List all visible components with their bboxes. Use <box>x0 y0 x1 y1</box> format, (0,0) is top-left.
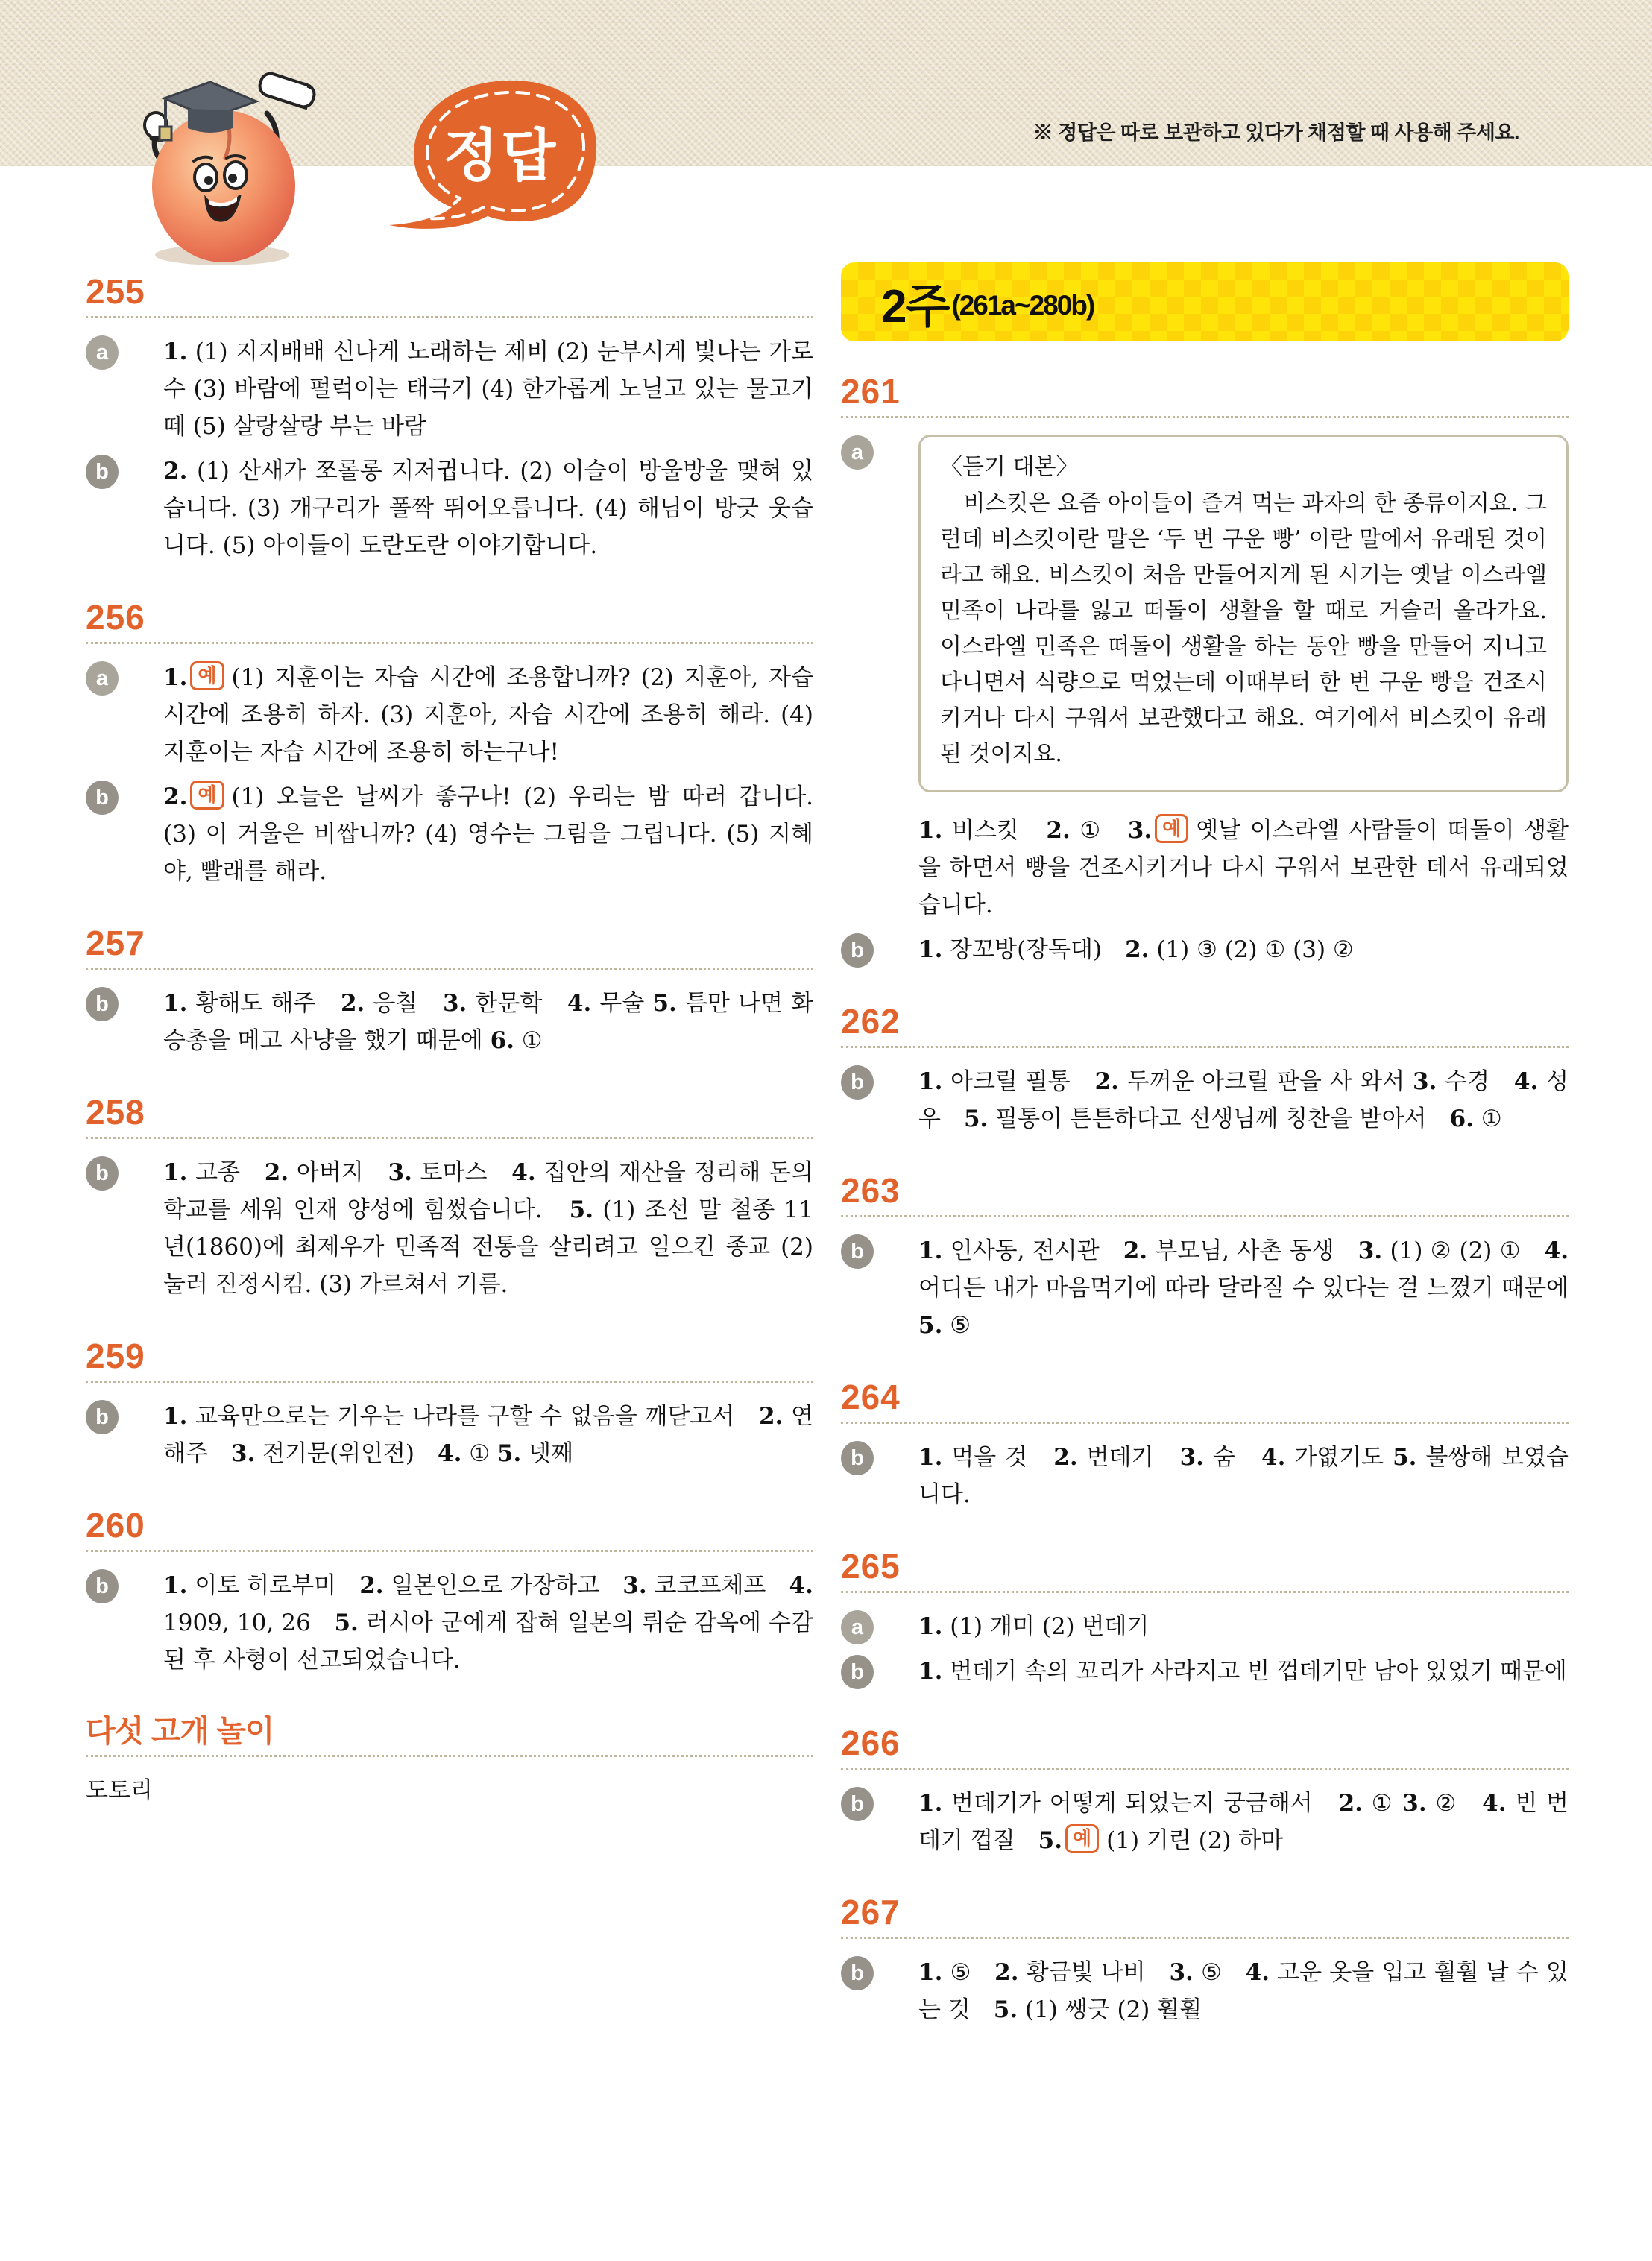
answer-item-content <box>163 1398 813 1472</box>
answer-text: (1) 조선 말 철종 11년(1860)에 최제우가 민족적 전통을 살리려고 일으킨 종교 (2) 눌러 진정시킴. (3) 가르쳐서 기름. <box>163 1196 813 1298</box>
page-title: 정답 <box>443 124 559 188</box>
answer-text: (1) 오늘은 날씨가 좋구나! (2) 우리는 밤 따러 갑니다. (3) 이 거울은 비쌉니까? (4) 영수는 그림을 그립니다. (5) 지혜야, 빨래를 해라. <box>163 783 813 885</box>
dotted-rule <box>841 1768 1569 1770</box>
question-number: 3. <box>622 1572 647 1599</box>
answer-text: 아크릴 필통 <box>942 1068 1095 1095</box>
answer-item-content <box>918 931 1569 968</box>
answer-section-262 <box>841 1004 1569 1138</box>
badge-column <box>86 1567 163 1679</box>
answer-item <box>86 1567 813 1679</box>
answer-text: 부모님, 사촌 동생 <box>1147 1237 1358 1264</box>
question-number: 5. <box>963 1106 989 1132</box>
answer-item <box>86 659 813 771</box>
item-badge-b: b <box>841 1956 874 1990</box>
answer-item-content <box>163 985 813 1059</box>
answer-text: (1) ② (2) ① <box>1382 1237 1545 1264</box>
section-number: 260 <box>86 1506 145 1545</box>
question-number: 3. <box>1402 1790 1427 1817</box>
section-number: 255 <box>86 272 145 311</box>
dotted-rule <box>841 1046 1569 1048</box>
question-number: 4. <box>567 990 592 1017</box>
answer-text: 틈만 나면 화승총을 메고 사냥을 했기 때문에 <box>163 990 814 1054</box>
question-number: 5. <box>993 1996 1018 2023</box>
answer-text: 빈 번데기 껍질 <box>918 1790 1569 1854</box>
question-number: 4. <box>1544 1237 1569 1264</box>
answer-text: 두꺼운 아크릴 판을 사 와서 <box>1118 1068 1413 1095</box>
badge-column <box>841 1063 918 1138</box>
section-number: 258 <box>86 1093 145 1132</box>
answer-item-content <box>918 433 1569 924</box>
section-number: 257 <box>86 924 145 962</box>
answer-text: 교육만으로는 기우는 나라를 구할 수 없음을 깨닫고서 <box>187 1403 759 1430</box>
answer-line <box>918 812 1569 924</box>
right-column <box>841 262 1592 2064</box>
question-number: 2. <box>163 458 188 485</box>
question-number: 6. <box>1449 1106 1474 1132</box>
answer-text: 이토 히로부미 <box>187 1572 360 1599</box>
question-number: 3. <box>230 1440 256 1467</box>
answer-text: ⑤ <box>942 1959 995 1986</box>
right-sections <box>841 372 1592 2028</box>
badge-column <box>841 1232 918 1344</box>
question-number: 4. <box>1513 1068 1539 1095</box>
dotted-rule <box>86 1550 813 1552</box>
answer-text: (1) 지지배배 신나게 노래하는 제비 (2) 눈부시게 빛나는 가로수 (3) 바람에 펄럭이는 태극기 (4) 한가롭게 노닐고 있는 물고기 떼 (5) 살랑살랑 부는 바람 <box>163 338 813 440</box>
answer-text: 필통이 튼튼하다고 선생님께 칭찬을 받아서 <box>988 1106 1450 1132</box>
answer-line <box>918 1653 1569 1690</box>
answer-text: 성우 <box>918 1068 1569 1132</box>
question-number: 1. <box>163 338 188 365</box>
answer-item <box>841 1439 1569 1513</box>
badge-column <box>841 433 918 924</box>
answer-line <box>163 659 813 771</box>
answer-text: 토마스 <box>412 1159 512 1186</box>
answer-section-256 <box>86 600 813 890</box>
dotted-rule <box>86 642 813 644</box>
question-number: 5. <box>1038 1827 1063 1854</box>
peach-mascot-illustration <box>119 60 328 272</box>
answer-text: 황해도 해주 <box>187 990 341 1017</box>
answer-item-content <box>86 1772 813 1809</box>
week-page-range: (261a~280b) <box>951 290 1094 321</box>
answer-text: ② <box>1426 1790 1483 1817</box>
answer-text: 넷째 <box>521 1440 573 1467</box>
example-marker: 예 <box>190 661 224 690</box>
badge-column <box>86 985 163 1059</box>
answer-line <box>918 1063 1569 1138</box>
section-number: 265 <box>841 1547 901 1586</box>
answer-item-content <box>918 1785 1569 1859</box>
question-number: 2. <box>1053 1444 1078 1471</box>
answer-line <box>918 1232 1592 1344</box>
question-number: 2. <box>1125 936 1150 963</box>
item-badge-b: b <box>841 1655 874 1689</box>
answer-item-content <box>163 452 813 564</box>
answer-section-259 <box>86 1339 813 1472</box>
answer-text: 장꼬방(장독대) <box>942 936 1126 963</box>
question-number: 1. <box>918 1237 943 1264</box>
item-badge-a: a <box>841 1610 874 1644</box>
answer-text: (1) 지훈이는 자습 시간에 조용합니까? (2) 지훈아, 자습 시간에 조용히 하자. (3) 지훈아, 자습 시간에 조용히 해라. (4) 지훈이는 자습 시간에 조용히 하는구나! <box>163 664 813 766</box>
answer-item-content <box>918 1232 1592 1344</box>
listening-script-title: 〈듣기 대본〉 <box>940 454 1079 480</box>
answer-text: (1) 쌩긋 (2) 훨훨 <box>1018 1996 1202 2023</box>
answer-item-content <box>163 1154 813 1303</box>
section-number: 262 <box>841 1002 901 1041</box>
answer-text: 어디든 내가 마음먹기에 따라 달라질 수 있다는 걸 느꼈기 때문에 <box>918 1275 1592 1302</box>
answer-item <box>86 333 813 445</box>
question-number: 3. <box>1179 1444 1204 1471</box>
diploma-scroll-icon <box>257 71 317 109</box>
answer-text: 도토리 <box>86 1777 153 1804</box>
example-marker: 예 <box>1065 1824 1099 1853</box>
answer-item <box>86 452 813 564</box>
section-number: 267 <box>841 1893 901 1932</box>
answer-text: 한문학 <box>467 990 567 1017</box>
item-badge-b: b <box>86 1400 119 1434</box>
dotted-rule <box>841 1215 1569 1217</box>
answer-item <box>841 1232 1592 1344</box>
listening-script-box <box>918 435 1569 792</box>
answer-text: 가엾기도 <box>1285 1444 1393 1471</box>
answer-item <box>86 778 813 890</box>
answer-text: 번데기 <box>1077 1444 1180 1471</box>
question-number: 1. <box>918 1959 943 1986</box>
badge-column <box>86 333 163 445</box>
answer-text: ① <box>1362 1790 1403 1817</box>
answer-text: 인사동, 전시관 <box>942 1237 1123 1264</box>
answer-text: (1) ③ (2) ① (3) ② <box>1149 936 1354 963</box>
answer-line <box>163 1398 813 1472</box>
question-number: 3. <box>1127 817 1153 844</box>
answer-item-content <box>918 1439 1569 1513</box>
answer-line <box>163 1154 813 1303</box>
answer-line <box>163 452 813 564</box>
answer-text: ① <box>1070 817 1128 844</box>
badge-column <box>841 1785 918 1859</box>
answer-text: 연해주 <box>163 1403 813 1467</box>
item-badge-b: b <box>86 987 119 1021</box>
badge-column <box>841 1653 918 1690</box>
dotted-rule <box>86 1755 813 1757</box>
question-number: 1. <box>918 1068 943 1095</box>
answer-text: 황금빛 나비 <box>1018 1959 1170 1986</box>
answer-title-bubble <box>356 75 610 233</box>
question-number: 3. <box>1413 1068 1437 1095</box>
answer-item-content <box>918 1608 1569 1645</box>
answer-item-content <box>163 1567 813 1679</box>
example-marker: 예 <box>1155 814 1188 843</box>
item-badge-a: a <box>86 661 119 696</box>
answer-item <box>86 1154 813 1303</box>
dotted-rule <box>841 416 1569 418</box>
answer-text: (1) 기린 (2) 하마 <box>1106 1827 1284 1854</box>
answer-text: 번데기가 어떻게 되었는지 궁금해서 <box>942 1790 1339 1817</box>
question-number: 5. <box>652 990 677 1017</box>
answer-item <box>86 985 813 1059</box>
item-badge-b: b <box>841 1441 874 1475</box>
answer-item-content <box>918 1653 1569 1690</box>
answer-text: 집안의 재산을 정리해 돈의 학교를 세워 인재 양성에 힘썼습니다. <box>163 1159 813 1223</box>
answer-item <box>841 1653 1569 1690</box>
question-number: 1. <box>163 990 188 1017</box>
question-number: 5. <box>334 1609 359 1636</box>
answer-line <box>918 931 1569 968</box>
answer-item <box>841 931 1569 968</box>
question-number: 3. <box>1169 1959 1194 1986</box>
item-badge-b: b <box>841 1787 874 1821</box>
item-badge-b: b <box>841 1234 874 1269</box>
dotted-rule <box>841 1591 1569 1593</box>
dotted-rule <box>841 1422 1569 1424</box>
answer-item-content <box>918 1954 1569 2028</box>
question-number: 1. <box>918 1613 943 1640</box>
answer-section-261 <box>841 374 1569 968</box>
answer-item <box>841 1608 1569 1645</box>
badge-column <box>86 659 163 771</box>
badge-column <box>86 1398 163 1472</box>
question-number: 2. <box>1123 1237 1148 1264</box>
question-number: 4. <box>1245 1959 1270 1986</box>
answer-section-255 <box>86 274 813 564</box>
answer-item-content <box>163 659 813 771</box>
answer-text: ① <box>461 1440 497 1467</box>
answer-line <box>163 1567 813 1679</box>
question-number: 2. <box>1094 1068 1119 1095</box>
badge-column <box>841 1954 918 2028</box>
answer-item <box>841 1063 1569 1138</box>
answer-text: 비스킷 <box>942 817 1047 844</box>
question-number: 1. <box>918 1790 943 1817</box>
item-badge-b: b <box>86 781 119 815</box>
five-hints-game-section <box>86 1715 813 1809</box>
badge-column <box>841 1439 918 1513</box>
answer-item <box>841 433 1569 924</box>
question-number: 3. <box>1358 1237 1383 1264</box>
answer-text: (1) 개미 (2) 번데기 <box>942 1613 1150 1640</box>
answer-text: 아버지 <box>289 1159 388 1186</box>
answer-text: 수경 <box>1437 1068 1514 1095</box>
answer-text: 불쌍해 보였습니다. <box>918 1444 1569 1508</box>
answer-text: ① <box>1474 1106 1502 1132</box>
answer-section-266 <box>841 1726 1569 1859</box>
answer-item-content <box>163 778 813 890</box>
answer-text: (1) 산새가 쪼롤롱 지저귑니다. (2) 이슬이 방울방울 맺혀 있습니다. (3) 개구리가 폴짝 뛰어오릅니다. (4) 해님이 방긋 웃습니다. (5) 아이들이 도란도란 이야기합니다. <box>163 458 813 559</box>
dotted-rule <box>86 1137 813 1139</box>
item-badge-a: a <box>86 335 119 370</box>
badge-column <box>841 931 918 968</box>
item-badge-b: b <box>841 933 874 968</box>
section-number: 266 <box>841 1724 901 1762</box>
answer-text: 전기문(위인전) <box>255 1440 438 1467</box>
answer-text: 무술 <box>591 990 653 1017</box>
question-number: 2. <box>264 1159 289 1186</box>
badge-column <box>86 778 163 890</box>
left-column <box>86 274 813 1845</box>
question-number: 6. <box>490 1027 514 1054</box>
answer-line <box>918 1785 1569 1859</box>
example-marker: 예 <box>190 781 224 810</box>
question-number: 2. <box>1046 817 1071 844</box>
answer-item-content <box>918 1063 1569 1138</box>
question-number: 5. <box>1393 1444 1417 1471</box>
question-number: 1. <box>163 1403 188 1430</box>
question-number: 3. <box>442 990 467 1017</box>
week-banner <box>841 262 1569 341</box>
question-number: 2. <box>359 1572 384 1599</box>
answer-line <box>163 778 813 890</box>
answer-text: 고운 옷을 입고 훨훨 날 수 있는 것 <box>918 1959 1569 2023</box>
answer-line <box>163 985 813 1059</box>
question-number: 1. <box>918 1444 943 1471</box>
answer-text: 코코프체프 <box>646 1572 789 1599</box>
question-number: 4. <box>511 1159 536 1186</box>
answer-line <box>918 1439 1569 1513</box>
item-badge-a: a <box>841 435 874 470</box>
answer-section-257 <box>86 926 813 1059</box>
answer-section-264 <box>841 1380 1569 1513</box>
dotted-rule <box>86 1381 813 1383</box>
answer-section-263 <box>841 1171 1592 1344</box>
question-number: 4. <box>1482 1790 1507 1817</box>
question-number: 1. <box>163 1159 188 1186</box>
question-number: 5. <box>918 1312 943 1339</box>
dotted-rule <box>86 316 813 318</box>
badge-column <box>86 452 163 564</box>
badge-column <box>841 1608 918 1645</box>
question-number: 5. <box>496 1440 522 1467</box>
question-number: 1. <box>918 936 943 963</box>
item-badge-b: b <box>86 1569 119 1603</box>
answer-item <box>841 1954 1569 2028</box>
mascot-peach-body <box>152 110 295 262</box>
question-number: 1. <box>163 664 188 691</box>
answer-text: 러시아 군에게 잡혀 일본의 뤼순 감옥에 수감된 후 사형이 선고되었습니다. <box>163 1609 814 1674</box>
question-number: 1. <box>163 1572 188 1599</box>
item-badge-b: b <box>841 1065 874 1100</box>
question-number: 4. <box>438 1440 462 1467</box>
question-number: 4. <box>789 1572 813 1599</box>
answer-text: 옛날 이스라엘 사람들이 떠돌이 생활을 하면서 빵을 건조시키거나 다시 구워서 보관한 데서 유래되었습니다. <box>918 817 1569 918</box>
answer-section-265 <box>841 1549 1569 1690</box>
answer-item <box>86 1398 813 1472</box>
answer-item-content <box>163 333 813 445</box>
dotted-rule <box>841 1937 1569 1939</box>
answer-text: 일본인으로 가장하고 <box>383 1572 623 1599</box>
answer-section-258 <box>86 1095 813 1303</box>
answer-line <box>86 1772 813 1809</box>
answer-line <box>918 1954 1569 2028</box>
answer-line <box>918 1608 1569 1645</box>
answer-text: ⑤ <box>1193 1959 1246 1986</box>
question-number: 2. <box>1338 1790 1363 1817</box>
question-number: 2. <box>758 1403 784 1430</box>
answer-text: 먹을 것 <box>942 1444 1054 1471</box>
answer-text: 고종 <box>187 1159 265 1186</box>
answer-item <box>841 1785 1569 1859</box>
answer-text: 숨 <box>1203 1444 1262 1471</box>
question-number: 1. <box>918 1658 943 1685</box>
question-number: 2. <box>163 783 188 810</box>
question-number: 5. <box>569 1196 593 1223</box>
section-number: 259 <box>86 1337 145 1375</box>
section-number: 264 <box>841 1378 901 1416</box>
week-label: 2주 <box>881 280 949 332</box>
badge-column <box>86 1154 163 1303</box>
header-note: ※ 정답은 따로 보관하고 있다가 채점할 때 사용해 주세요. <box>1032 122 1519 144</box>
answer-text: 1909, 10, 26 <box>163 1609 335 1636</box>
answer-text: ① <box>514 1027 543 1054</box>
answer-section-260 <box>86 1508 813 1679</box>
question-number: 2. <box>994 1959 1019 1986</box>
answer-section-267 <box>841 1895 1569 2028</box>
question-number: 1. <box>918 817 943 844</box>
answer-text: ⑤ <box>942 1312 971 1339</box>
section-number: 261 <box>841 372 901 411</box>
special-section-title: 다섯 고개 놀이 <box>86 1714 274 1748</box>
item-badge-b: b <box>86 455 119 489</box>
answer-item <box>86 1772 813 1809</box>
question-number: 3. <box>388 1159 412 1186</box>
listening-script-body: 비스킷은 요즘 아이들이 즐겨 먹는 과자의 한 종류이지요. 그런데 비스킷이란 말은 ‘두 번 구운 빵’ 이란 말에서 유래된 것이라고 해요. 비스킷이 처음 만들어지게 된 시기는 옛날 이스라엘 민족이 나라를 잃고 떠돌이 생활을 할 때로 거슬러 올라가요. 이스라엘 민족은 떠돌이 생활을 하는 동안 빵을 만들어 지니고 다니면서 식량으로 먹었는데 이때부터 한 번 구운 빵을 건조시키거나 다시 구워서 보관했다고 해요. 여기에서 비스킷이 유래된 것이지요. <box>940 491 1547 767</box>
section-number: 263 <box>841 1171 901 1210</box>
answer-line <box>163 333 813 445</box>
question-number: 4. <box>1261 1444 1286 1471</box>
item-badge-b: b <box>86 1156 119 1191</box>
question-number: 2. <box>340 990 365 1017</box>
answer-text: 번데기 속의 꼬리가 사라지고 빈 껍데기만 남아 있었기 때문에 <box>942 1658 1567 1685</box>
section-number: 256 <box>86 598 145 637</box>
answer-text: 응칠 <box>365 990 443 1017</box>
dotted-rule <box>86 968 813 970</box>
